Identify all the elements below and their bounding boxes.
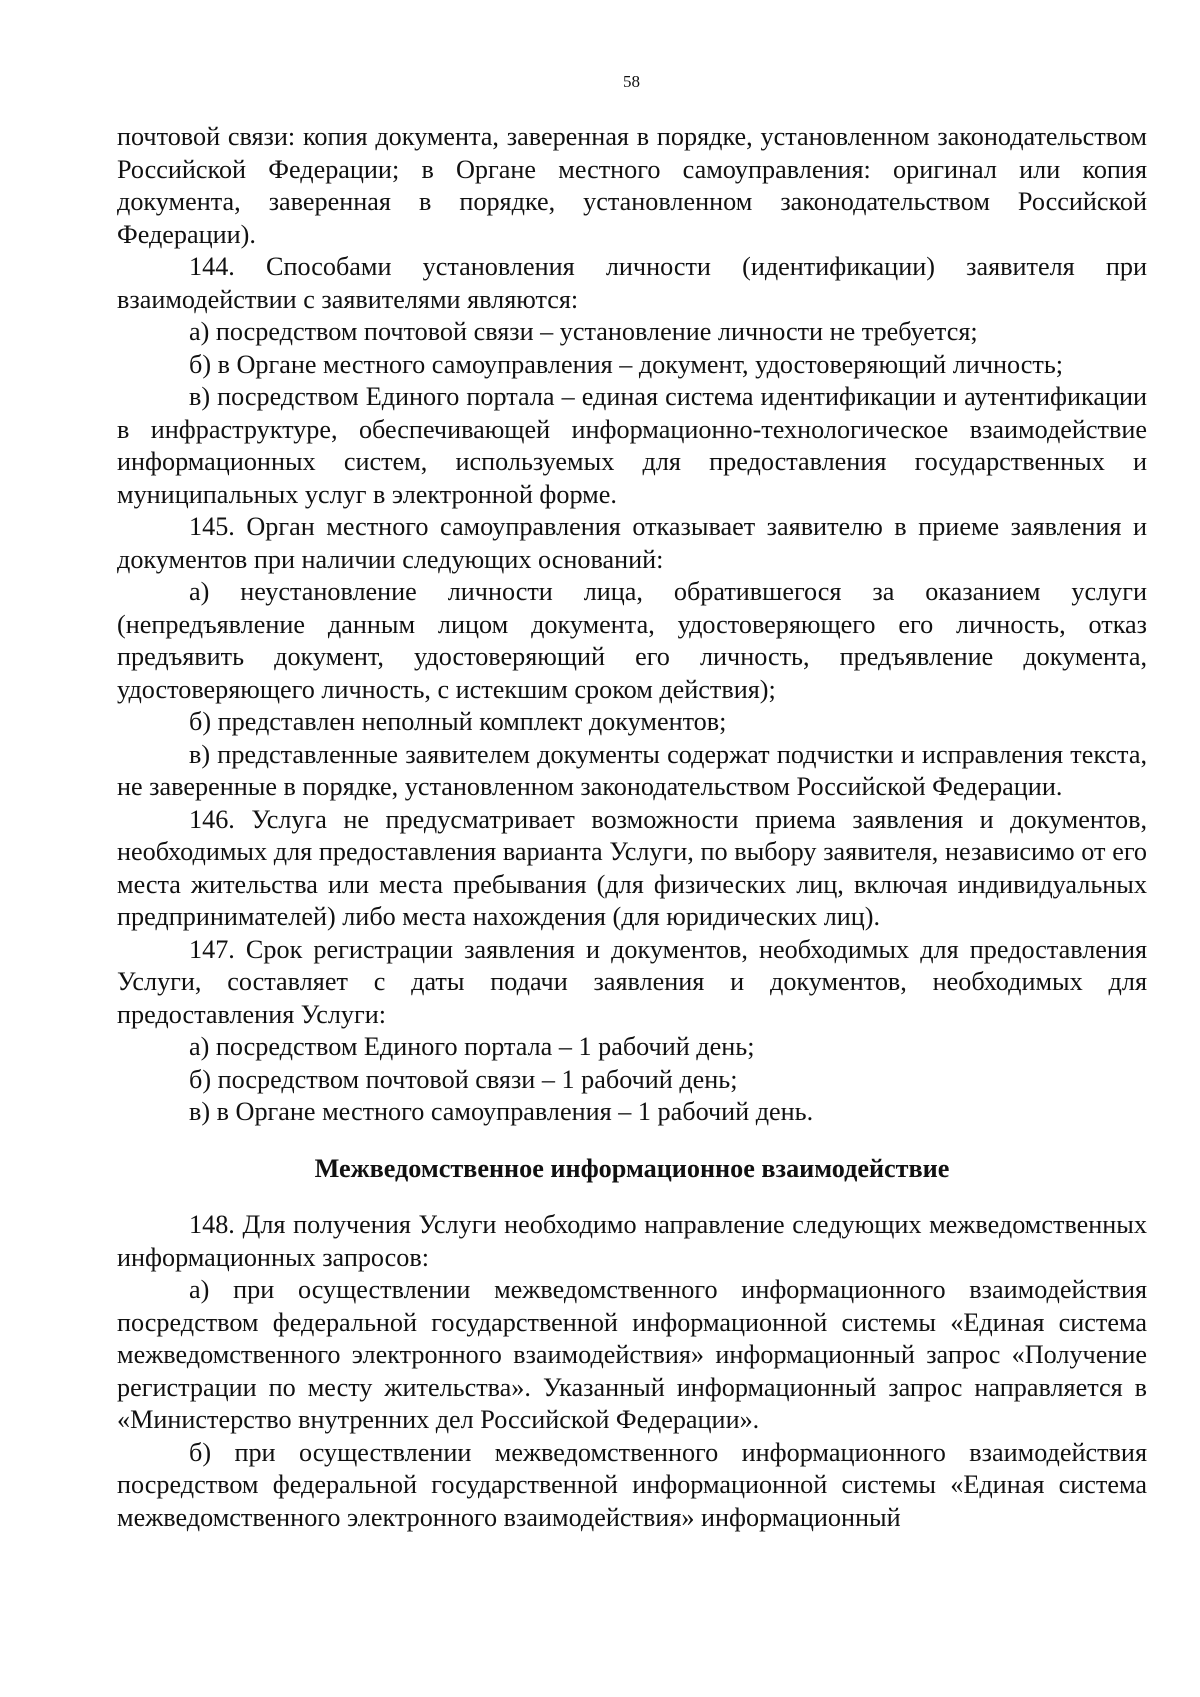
paragraph-148-b: б) при осуществлении межведомственного информационного взаимодействия посредством федеральной государственной информационной системы «Единая система межведомственного электронного взаимодействия» информационный (117, 1437, 1147, 1532)
paragraph-145-b: б) представлен неполный комплект документов; (189, 707, 727, 736)
paragraph-145-a: а) неустановление личности лица, обратившегося за оказанием услуги (непредъявление данным лицом документа, удостоверяющего его личность, отказ предъявить документ, удостоверяющий его личность, предъявление документа, удостоверяющего личность, с истекшим сроком действия); (117, 577, 1147, 704)
paragraph-144-a: а) посредством почтовой связи – установление личности не требуется; (189, 317, 978, 346)
paragraph-148-a: а) при осуществлении межведомственного информационного взаимодействия посредством федеральной государственной информационной системы «Единая система межведомственного электронного взаимодействия» информационный запрос «Получение регистрации по месту жительства». Указанный информационный запрос направляется в «Министерство внутренних дел Российской Федерации». (117, 1275, 1147, 1434)
paragraph-147-b: б) посредством почтовой связи – 1 рабочий день; (189, 1064, 738, 1094)
paragraph-148: 148. Для получения Услуги необходимо направление следующих межведомственных информационных запросов: (117, 1210, 1147, 1272)
paragraph-145-v: в) представленные заявителем документы содержат подчистки и исправления текста, не заверенные в порядке, установленном законодательством Российской Федерации. (117, 739, 1147, 801)
paragraph-144-b: б) в Органе местного самоуправления – документ, удостоверяющий личность; (189, 349, 1064, 379)
paragraph-144-v: в) посредством Единого портала – единая система идентификации и аутентификации в инфраструктуре, обеспечивающей информационно-технологическое взаимодействие информационных систем, используемых для предоставления государственных и муниципальных услуг в электронной форме. (117, 382, 1147, 509)
paragraph-147: 147. Срок регистрации заявления и документов, необходимых для предоставления Услуги, составляет с даты подачи заявления и документов, необходимых для предоставления Услуги: (117, 934, 1147, 1029)
paragraph-147-v: в) в Органе местного самоуправления – 1 рабочий день. (189, 1097, 814, 1126)
section-heading: Межведомственное информационное взаимодействие (314, 1153, 950, 1183)
paragraph-146: 146. Услуга не предусматривает возможности приема заявления и документов, необходимых для предоставления варианта Услуги, по выбору заявителя, независимо от его места жительства или места пребывания (для физических лиц, включая индивидуальных предпринимателей) либо места нахождения (для юридических лиц). (117, 804, 1147, 931)
page-number: 58 (623, 72, 640, 91)
document-body (117, 121, 1147, 1534)
paragraph-continuation: почтовой связи: копия документа, заверенная в порядке, установленном законодательством Российской Федерации; в Органе местного самоуправления: оригинал или копия документа, заверенная в порядке, установленном законодательством Российской Федерации). (117, 122, 1147, 249)
paragraph-144: 144. Способами установления личности (идентификации) заявителя при взаимодействии с заявителями являются: (117, 252, 1147, 314)
paragraph-145: 145. Орган местного самоуправления отказывает заявителю в приеме заявления и документов при наличии следующих оснований: (117, 512, 1147, 574)
paragraph-147-a: а) посредством Единого портала – 1 рабочий день; (189, 1032, 755, 1061)
